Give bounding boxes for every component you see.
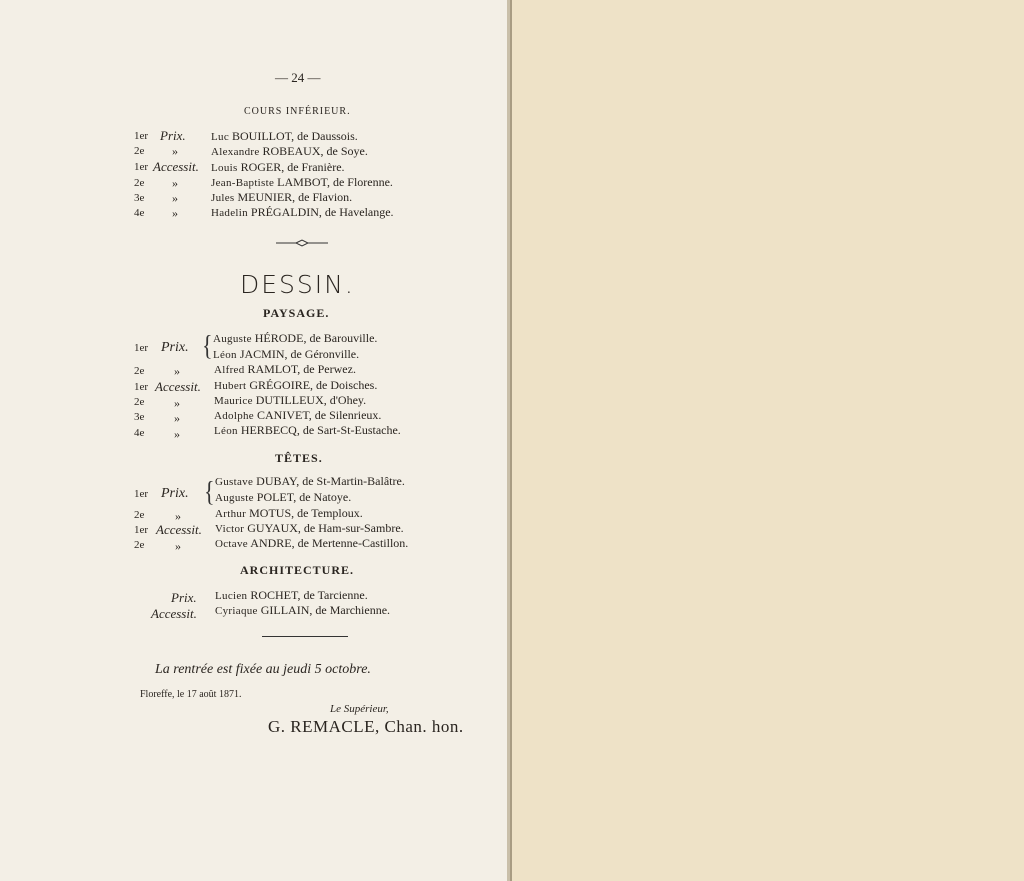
rank-number: 1er [134,130,149,142]
list-item: Hubert GRÉGOIRE, de Doisches. [214,378,378,392]
right-page-blank [512,0,1024,881]
list-item: Auguste POLET, de Natoye. [215,490,352,504]
list-item: Léon HERBECQ, de Sart-St-Eustache. [214,423,401,437]
list-item: Arthur MOTUS, de Temploux. [215,506,363,520]
rank-number: 1er [134,161,149,173]
rank-number: 1er [134,381,149,393]
list-item: Louis ROGER, de Franière. [211,160,345,174]
list-item: Hadelin PRÉGALDIN, de Havelange. [211,205,394,219]
ditto-mark: » [172,191,178,205]
ditto-mark: » [175,509,181,523]
ditto-mark: » [172,206,178,220]
place-date: Floreffe, le 17 août 1871. [140,689,242,700]
superieur-label: Le Supérieur, [330,703,389,715]
list-item: Jules MEUNIER, de Flavion. [211,190,353,204]
list-item: Adolphe CANIVET, de Silenrieux. [214,408,382,422]
ditto-mark: » [172,176,178,190]
rentree-notice: La rentrée est fixée au jeudi 5 octobre. [155,662,371,677]
rank-number: 2e [134,396,145,408]
rank-number: 2e [134,539,145,551]
brace-mark: { [204,475,215,508]
rank-number: 2e [134,177,145,189]
list-item: Auguste HÉRODE, de Barouville. [213,331,378,345]
rank-number: 1er [134,342,149,354]
subsection-heading-architecture: ARCHITECTURE. [240,563,355,577]
brace-mark: { [202,329,213,362]
list-item: Victor GUYAUX, de Ham-sur-Sambre. [215,521,404,535]
list-item: Luc BOUILLOT, de Daussois. [211,129,358,143]
prize-label: Accessit. [156,522,202,537]
prize-label: Prix. [161,486,189,501]
list-item: Lucien ROCHET, de Tarcienne. [215,588,368,602]
page-number: — 24 — [275,70,321,85]
rank-number: 1er [134,488,149,500]
ditto-mark: » [174,364,180,378]
prize-label: Prix. [160,128,186,143]
subsection-heading-tetes: TÊTES. [275,451,323,465]
prize-label: Accessit. [155,379,201,394]
rank-number: 1er [134,524,149,536]
prize-label: Accessit. [153,159,199,174]
ditto-mark: » [174,411,180,425]
prize-label: Prix. [171,590,197,605]
rank-number: 2e [134,509,145,521]
rank-number: 3e [134,411,145,423]
rank-number: 2e [134,145,145,157]
list-item: Jean-Baptiste LAMBOT, de Florenne. [211,175,393,189]
list-item: Léon JACMIN, de Géronville. [213,347,360,361]
list-item: Octave ANDRE, de Mertenne-Castillon. [215,536,409,550]
list-item: Alfred RAMLOT, de Perwez. [214,362,356,376]
ornament-divider [276,238,328,248]
prize-label: Prix. [161,340,189,355]
list-item: Gustave DUBAY, de St-Martin-Balâtre. [215,474,405,488]
ditto-mark: » [172,144,178,158]
rank-number: 3e [134,192,145,204]
list-item: Alexandre ROBEAUX, de Soye. [211,144,368,158]
rank-number: 2e [134,365,145,377]
rank-number: 4e [134,207,145,219]
signature: G. REMACLE, Chan. hon. [268,717,464,736]
section-title-dessin: DESSIN. [240,270,355,299]
list-item: Cyriaque GILLAIN, de Marchienne. [215,603,391,617]
subsection-heading-paysage: PAYSAGE. [263,306,330,320]
ditto-mark: » [174,427,180,441]
ditto-mark: » [174,396,180,410]
divider-rule [262,636,348,637]
list-item: Maurice DUTILLEUX, d'Ohey. [214,393,367,407]
section-heading-cours-inferieur: COURS INFÉRIEUR. [244,106,351,117]
ditto-mark: » [175,539,181,553]
rank-number: 4e [134,427,145,439]
prize-label: Accessit. [151,606,197,621]
